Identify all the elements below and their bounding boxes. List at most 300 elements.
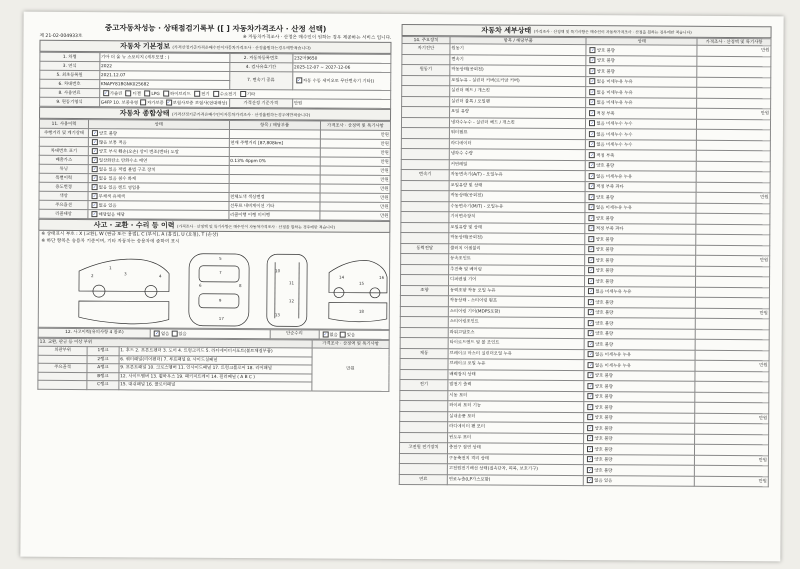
- detail-item: 오일누유 - 실린더 커버(로커암 커버): [450, 75, 587, 86]
- detail-price: [695, 371, 769, 382]
- detail-state-text: 양호 불량: [595, 237, 614, 243]
- detail-state: [586, 192, 697, 203]
- status-label: 차대번호 표기: [39, 146, 88, 155]
- status-price: 만원: [320, 184, 390, 193]
- checkbox: [92, 193, 98, 199]
- detail-group: 변속기: [401, 169, 449, 180]
- checkbox: [590, 47, 596, 53]
- status-label: 주행거리 및 계기상태: [39, 128, 88, 137]
- inspection-period: 2025-12-07 ~ 2027-12-06: [293, 63, 391, 73]
- basic-info-table: 1. 차명 기아 더 올 뉴 스포티지 (세부모델 : ) 2. 자동차등록번호 232머9650 3. 연식 2022 4. 검사유효기간 2025-12-07 ~ 2027-12-06 5. 최초등록일 2021.12.07 7. 변속기 종류 ✓ 자동 수동 세미오토 무단변속기 기타() 6. 차대번호 KNAPY81BGNK025682 8. 사용연료 ✓ 가솔린 디젤 LPG 하이브리드 전기 수소전기 기타 9. 원동기형식 G4FP 10. 보증유형 자가보증✓ 보험사보증 보험사(현대해상) 가격산정 기준가격 만원: [39, 52, 391, 109]
- detail-group: [401, 180, 449, 191]
- status-state-text: 해당없음 해당: [98, 212, 125, 218]
- detail-item: 동력조향 작동 오일 누유: [448, 285, 585, 296]
- detail-group: [401, 264, 449, 275]
- detail-group: [401, 253, 449, 264]
- detail-item: 워터펌프: [449, 128, 586, 139]
- detail-price: [695, 329, 769, 340]
- car-diagram: [38, 231, 391, 330]
- left-column: [37, 22, 391, 392]
- detail-item: 라디에이터: [449, 138, 586, 149]
- detail-price: [695, 465, 769, 476]
- checkbox: [589, 131, 595, 137]
- checkbox: [589, 278, 595, 284]
- part-number-6: 6: [198, 282, 202, 288]
- legend-note: ※ 하단 항목은 승용차 기준이며, 기타 자동차는 승용차에 준하여 표시: [41, 238, 180, 245]
- checkbox: [590, 99, 596, 105]
- status-state: [88, 210, 228, 220]
- detail-state-text: 없음 미세누유 누유: [596, 100, 633, 106]
- right-column: [399, 24, 772, 487]
- detail-status-title: 자동차 세부상태 (가격조사 · 산정액 및 특기사항은 매수인이 자동차가격조사 · 산정을 원하는 경우에만 적습니다): [402, 24, 772, 38]
- status-item: 선루프 내비게이션 기타: [228, 201, 319, 211]
- detail-group: [402, 106, 450, 117]
- part-number-15: 15: [359, 280, 365, 286]
- detail-group: [401, 117, 449, 128]
- detail-state-text: 양호 불량: [594, 457, 613, 463]
- detail-item: 작동상태(공회전): [449, 191, 586, 202]
- status-label: 리콜대상: [39, 209, 88, 218]
- checkbox: [588, 341, 594, 347]
- checkbox: [588, 393, 594, 399]
- checkbox: [92, 211, 98, 217]
- detail-group: [400, 421, 448, 432]
- checkbox: [589, 225, 595, 231]
- status-state-text: 무채색 유채색: [98, 194, 125, 200]
- detail-price: 만원: [697, 108, 771, 119]
- document-title: 중고자동차성능 · 상태점검기록부 ([ ] 자동차가격조사 · 산정 선택): [104, 23, 327, 34]
- status-item: 현재 주행거리 [87,808km]: [229, 138, 320, 148]
- status-label: 색상: [39, 191, 88, 200]
- checkbox: [587, 446, 593, 452]
- checkbox: [92, 175, 98, 181]
- detail-price: 만원: [695, 360, 769, 371]
- inspection-record-paper: [20, 12, 783, 562]
- detail-group: [402, 75, 450, 86]
- detail-state-text: 양호 불량: [596, 163, 615, 169]
- checkbox: [589, 183, 595, 189]
- exchange-price: 만원: [312, 348, 389, 391]
- detail-state-text: 양호 불량: [595, 321, 614, 327]
- detail-state-text: 없음 미세누수 누수: [596, 142, 633, 148]
- car-name: 기아 더 올 뉴 스포티지 (세부모델 : ): [100, 53, 230, 63]
- detail-state-text: 없음 미세누유 누유: [596, 90, 633, 96]
- detail-price: [697, 119, 771, 130]
- detail-item: 기어변속장치: [449, 212, 586, 223]
- detail-group: [401, 138, 449, 149]
- detail-item: 실린더 헤드 / 개스킷: [450, 86, 587, 97]
- part-number-18: 18: [358, 308, 364, 314]
- status-state-text: 양호 부식 훼손(오손) 상이 변조(변타) 도말: [98, 149, 179, 155]
- detail-state: [584, 454, 695, 465]
- detail-item: 구동축전지 격리 상태: [447, 453, 584, 464]
- status-price: 만원: [320, 193, 390, 202]
- checkbox: [92, 157, 98, 163]
- detail-state: [584, 402, 695, 413]
- detail-state: [586, 97, 697, 108]
- warranty-cell: G4FP 10. 보증유형 자가보증✓ 보험사보증 보험사(현대해상): [99, 98, 229, 108]
- detail-group: 제동: [400, 348, 448, 359]
- detail-state: [585, 255, 696, 266]
- detail-state: [585, 297, 696, 308]
- detail-group: 조향: [400, 285, 448, 296]
- part-number-2: 2: [91, 273, 94, 279]
- detail-state-text: 양호 불량: [596, 58, 615, 64]
- detail-item: 배력장치 상태: [448, 369, 585, 380]
- detail-price: [695, 339, 769, 350]
- detail-state-text: 양호 불량: [595, 331, 614, 337]
- detail-group: [401, 148, 449, 159]
- checkbox: [589, 120, 595, 126]
- status-state-text: 양호 불량: [99, 131, 118, 137]
- detail-state-text: 적정 부족: [596, 111, 615, 117]
- vin: KNAPY81BGNK025682: [99, 80, 229, 90]
- detail-item: 오일 유량: [450, 107, 587, 118]
- detail-state-text: 양호 불량: [595, 342, 614, 348]
- detail-state: [586, 118, 697, 129]
- legend-symbols: ※ 상태표시 부호 : X (교환), W (판금 또는 용접), C (부식), A (흠집), U (요철), T (손상): [41, 231, 219, 238]
- detail-state: [586, 55, 697, 66]
- detail-state-text: 양호 불량: [594, 468, 613, 474]
- detail-state: [584, 412, 695, 423]
- overall-status-table: 11. 사용이력 상태 항목 / 해당부품 가격조사 · 산정액 및 특기사항 주행거리 및 계기상태 ✓ 양호 불량 만원 ✓많음 보통 적음 현재 주행거리 [87,808km] 만원 차대번호 표기 ✓ 양호 부식 훼손(오손) 상이 변조(변타) 도말 만원 배출가스 ✓ 일산화탄소 탄화수소 매연 0.13% 4ppm 0% 만원 튜닝 ✓ 없음 있음 적법 불법 구조 장치 만원 특별이력 ✓ 없음 있음 침수 화재 만원 용도변경 ✓ 없음 있음 렌트 영업용 만원 색상 ✓ 무채색 유채색 전체도색 색상변경 만원 주요옵션 ✓ 없음 있음 선루프 내비게이션 기타 만원 리콜대상 ✓ 해당없음 해당 리콜이행 이행 미이행 만원: [38, 119, 391, 221]
- status-price: 만원: [320, 148, 390, 157]
- exchange-group: 외판부위: [38, 346, 87, 355]
- detail-state-text: 양호 불량: [594, 415, 613, 421]
- detail-price: [695, 318, 769, 329]
- detail-item: 파워고압호스: [448, 327, 585, 338]
- detail-group: 연료: [399, 474, 447, 485]
- part-number-16: 16: [379, 274, 385, 280]
- detail-state-text: 양호 불량: [595, 279, 614, 285]
- detail-item: 자동변속기(A/T) - 오일누유: [449, 170, 586, 181]
- basic-info-title: 자동차 기본정보 (가격산정기준가격은매수인이자동차가격조사 · 산정을원하는경우에만적습니다): [39, 40, 391, 54]
- detail-group: 고전원 전기장치: [399, 442, 447, 453]
- part-number-12: 12: [288, 298, 295, 304]
- status-price: 만원: [320, 130, 390, 139]
- checkbox: [588, 288, 594, 294]
- accident-options: ✓ 없음 있음: [150, 329, 269, 338]
- detail-price: [697, 56, 771, 67]
- detail-price: 만원: [696, 255, 770, 266]
- status-label: 주요옵션: [39, 200, 88, 209]
- detail-state: [585, 318, 696, 329]
- exchange-group: 주요골격: [38, 363, 87, 372]
- detail-state-text: 양호 불량: [595, 310, 614, 316]
- detail-group: 동력전달: [401, 243, 449, 254]
- status-state-text: 없음 있음: [98, 203, 117, 209]
- detail-item: 고전원전기배선 상태(접속단자, 피복, 보호기구): [447, 464, 584, 475]
- detail-state-text: 양호 불량: [594, 447, 613, 453]
- detail-state: [586, 108, 697, 119]
- detail-group: [400, 306, 448, 317]
- car-outline-diagram: [39, 231, 392, 329]
- status-price: 만원: [320, 175, 390, 184]
- part-number-13: 13: [274, 312, 280, 318]
- detail-price: [695, 381, 769, 392]
- checkbox: [588, 425, 594, 431]
- checkbox: [589, 194, 595, 200]
- checkbox: [588, 299, 594, 305]
- detail-state: [584, 360, 695, 371]
- detail-price: [696, 234, 770, 245]
- checkbox: [588, 330, 594, 336]
- detail-price: [696, 213, 770, 224]
- status-price: 만원: [320, 211, 390, 220]
- exchange-rows: [38, 346, 389, 391]
- checkbox: [589, 215, 595, 221]
- detail-price: 만원: [696, 192, 770, 203]
- checkbox: [588, 309, 594, 315]
- detail-state: [584, 465, 695, 476]
- part-number-14: 14: [339, 274, 345, 280]
- detail-item: 타이로드엔드 및 볼 조인트: [448, 338, 585, 349]
- detail-state-text: 없음 미세누유 누유: [594, 363, 631, 369]
- detail-group: [401, 222, 449, 233]
- detail-item: 냉각수 수량: [449, 149, 586, 160]
- detail-price: [695, 423, 769, 434]
- transmission-type: ✓ 자동 수동 세미오토 무단변속기 기타(): [292, 72, 390, 91]
- detail-price: [696, 171, 770, 182]
- detail-price: [696, 161, 770, 172]
- part-number-labels: [91, 255, 385, 322]
- detail-group: [401, 190, 449, 201]
- detail-row: [399, 474, 768, 487]
- detail-item: 라디에이터 팬 모터: [448, 422, 585, 433]
- detail-group: [399, 453, 447, 464]
- accident-table: 12. 사고이력(유의사항 4 참조) ✓ 없음 있음 단순수리 ✓ 없음 있음: [38, 328, 390, 340]
- detail-state: [586, 160, 697, 171]
- detail-state-text: 적정 부족 과다: [596, 184, 624, 190]
- checkbox: [588, 320, 594, 326]
- detail-item: 실린더 블록 / 오일팬: [450, 96, 587, 107]
- detail-state-text: 없음 미세누수 누수: [596, 121, 633, 127]
- detail-group: 자기진단: [402, 43, 450, 54]
- checkbox-auto: [296, 78, 302, 84]
- checkbox: [589, 246, 595, 252]
- detail-state: [585, 339, 696, 350]
- exchange-items: 9. 프론트패널 10. 크로스멤버 11. 인사이드패널 17. 트렁크플로어 18. 리어패널: [119, 364, 312, 374]
- exchange-rank: 1랭크: [87, 347, 119, 356]
- part-number-8: 8: [238, 283, 242, 289]
- exchange-items: 15. 대쉬패널 16. 플로어패널: [119, 381, 312, 391]
- detail-state: [585, 223, 696, 234]
- detail-group: [401, 159, 449, 170]
- detail-item: 변속기: [450, 54, 587, 65]
- detail-state: [584, 381, 695, 392]
- part-number-9: 9: [218, 297, 222, 303]
- detail-item: 커먼레일: [449, 159, 586, 170]
- detail-group: [402, 54, 450, 65]
- plate-number: 232머9650: [293, 54, 391, 64]
- detail-state-text: 양호 불량: [595, 268, 614, 274]
- checkbox: [587, 456, 593, 462]
- detail-group: [400, 369, 448, 380]
- detail-group: [401, 232, 449, 243]
- service-note: ※ 자동차가격조사 · 산정은 매수인이 원하는 경우 제공하는 서비스 입니다.: [242, 35, 392, 41]
- first-registration: 2021.12.07: [99, 71, 229, 81]
- simple-repair-options: ✓ 없음 있음: [319, 330, 389, 339]
- checkbox: [590, 110, 596, 116]
- detail-state: [585, 328, 696, 339]
- checkbox: [92, 202, 98, 208]
- checkbox: [587, 467, 593, 473]
- checkbox: [92, 148, 98, 154]
- status-price: 만원: [320, 157, 390, 166]
- detail-state-text: 없음 있음: [594, 478, 613, 484]
- detail-state: [584, 444, 695, 455]
- part-number-1: 1: [109, 265, 112, 271]
- detail-state-text: 양호 불량: [594, 384, 613, 390]
- detail-item: 수동변속기(M/T) - 오일누유: [449, 201, 586, 212]
- detail-state-text: 양호 불량: [594, 405, 613, 411]
- status-label: 배출가스: [39, 155, 88, 164]
- detail-price: [697, 129, 771, 140]
- detail-state: [586, 76, 697, 87]
- checkbox: [589, 152, 595, 158]
- detail-price: [697, 66, 771, 77]
- detail-item: 등속조인트: [449, 254, 586, 265]
- checkbox: [588, 383, 594, 389]
- detail-price: [696, 266, 770, 277]
- checkbox: [588, 372, 594, 378]
- checkbox: [589, 141, 595, 147]
- detail-state: [584, 433, 695, 444]
- checkbox: [590, 89, 596, 95]
- detail-price: [696, 203, 770, 214]
- detail-state: [585, 234, 696, 245]
- detail-state-text: 양호 불량: [595, 247, 614, 253]
- detail-item: 와이퍼 모터 기능: [448, 401, 585, 412]
- detail-item: 실내송풍 모터: [448, 411, 585, 422]
- detail-state-text: 양호 불량: [596, 195, 615, 201]
- detail-status-table: 14. 주요장치 항목 / 해당부품 상태 가격조사 · 산정액 및 특기사항 자기진단 원동기 ✓ 양호 불량 만원 변속기 ✓ 양호 불량 원동기 작동상태(공회전) ✓ 양호 불량 오일누유 - 실린더 커버(로커암 커버) ✓ 없음 미세누유 누유 실린더 헤드 / 개스킷 ✓ 없음 미세누유 누유 실린더 블록 / 오일팬 ✓ 없음 미세누유 누유 오일 유량 ✓ 적정 부족 만원 냉각수누수 - 실린더 헤드 / 개스킷 ✓ 없음 미세누수 누수 워터펌프 ✓ 없음 미세누수 누수 라디에이터 ✓ 없음 미세누수 누수 냉각수 수량 ✓ 적정 부족 커먼레일 ✓ 양호 불량 변속기 자동변속기(A/T) - 오일누유 ✓ 없음 미세누유 누유 오일유량 및 상태 ✓ 적정 부족 과다 작동상태(공회전) ✓ 양호 불량 만원 수동변속기(M/T) - 오일누유 ✓ 없음 미세누유 누유 기어변속장치 ✓ 양호 불량 오일유량 및 상태 ✓ 적정 부족 과다 작동상태(공회전) ✓ 양호 불량 동력전달 클러치 어셈블리 ✓ 양호 불량 등속조인트 ✓ 양호 불량 만원 추진축 및 베어링 ✓ 양호 불량 디퍼렌셜 기어 ✓ 양호 불량 조향 동력조향 작동 오일 누유 ✓ 없음 미세누유 누유 작동상태 - 스티어링 펌프 ✓ 양호 불량 스티어링 기어(MDPS포함) ✓ 양호 불량 만원 스티어링조인트 ✓ 양호 불량 파워고압호스 ✓ 양호 불량 타이로드엔드 및 볼 조인트 ✓ 양호 불량 제동 브레이크 마스터 실린더오일 누유 ✓ 없음 미세누유 누유 브레이크 오일 누유 ✓ 없음 미세누유 누유 만원 배력장치 상태 ✓ 양호 불량 전기 발전기 출력 ✓ 양호 불량 시동 모터 ✓ 양호 불량 와이퍼 모터 기능 ✓ 양호 불량 실내송풍 모터 ✓ 양호 불량 만원 라디에이터 팬 모터 ✓ 양호 불량 윈도우 모터 ✓ 양호 불량 고전원 전기장치 충전구 절연 상태 ✓ 양호 불량 구동축전지 격리 상태 ✓ 양호 불량 만원 고전원전기배선 상태(접속단자, 피복, 보호기구) ✓ 양호 불량 연료 연료누출(LP가스포함) ✓ 없음 있음 만원: [399, 36, 772, 487]
- detail-state: [585, 286, 696, 297]
- part-number-7: 7: [219, 269, 222, 275]
- detail-item: 스티어링 기어(MDPS포함): [448, 306, 585, 317]
- accident-history-title: 사고 · 교환 · 수리 등 이력 (가격조사 · 산정액 및 특기사항은 매수인이 자동차가격조사 · 산정을 원하는 경우에만 적습니다): [38, 219, 390, 233]
- detail-state: [585, 265, 696, 276]
- detail-group: [400, 337, 448, 348]
- detail-state-text: 없음 미세누유 누유: [595, 352, 632, 358]
- detail-price: 만원: [695, 308, 769, 319]
- part-number-3: 3: [124, 271, 127, 277]
- fuel-options: ✓ 가솔린 디젤 LPG 하이브리드 전기 수소전기 기타: [99, 89, 390, 100]
- detail-state: [586, 150, 697, 161]
- detail-group: [401, 211, 449, 222]
- detail-price: 만원: [694, 476, 768, 487]
- checkbox: [590, 68, 596, 74]
- detail-state-text: 양호 불량: [594, 436, 613, 442]
- detail-price: [696, 245, 770, 256]
- exchange-rank: B랭크: [87, 372, 119, 381]
- detail-state: [585, 202, 696, 213]
- detail-state-text: 없음 미세누유 누유: [595, 205, 632, 211]
- exchange-table: 13. 교환, 판금 등 이상 부위 가격조사 · 산정액 및 특기사항 외판부위 1랭크 1. 후드 2. 프론트펜더 3. 도어 4. 트렁크리드 5. 라디에이터서포트(볼트체결부품) 만원 2랭크 6. 쿼터패널(리어펜더) 7. 루프패널 8. 사이드실패널 주요골격 A랭크 9. 프론트패널 10. 크로스멤버 11. 인사이드패널 17. 트렁크플로어 18. 리어패널 B랭크 12. 사이드멤버 13. 휠하우스 19. 패키지트레이 14. 필러패널 ( A B C ) C랭크 15. 대쉬패널 16. 플로어패널: [37, 337, 389, 391]
- detail-group: [400, 411, 448, 422]
- detail-state-text: 양호 불량: [595, 258, 614, 264]
- overall-status-title: 자동차 종합상태 (가격산정기준가격은매수인이자동차가격조사 · 산정을원하는경우에만적습니다): [39, 107, 391, 121]
- detail-price: [697, 87, 771, 98]
- detail-item: 오일유량 및 상태: [449, 222, 586, 233]
- detail-price: [695, 444, 769, 455]
- status-state-text: 없음 있음 적법 불법 구조 장치: [98, 167, 156, 173]
- detail-item: 오일유량 및 상태: [449, 180, 586, 191]
- status-label: [39, 137, 88, 146]
- checkbox: [588, 404, 594, 410]
- detail-price: [696, 150, 770, 161]
- detail-group: [401, 274, 449, 285]
- checkbox: [589, 204, 595, 210]
- document-number: 제 21-02-004933호: [39, 33, 83, 40]
- detail-state-text: 양호 불량: [596, 48, 615, 54]
- exchange-items: 12. 사이드멤버 13. 휠하우스 19. 패키지트레이 14. 필러패널 ( A B C ): [119, 372, 312, 382]
- detail-group: [400, 390, 448, 401]
- exchange-rank: 2랭크: [87, 355, 119, 364]
- detail-state-text: 없음 미세누수 누수: [596, 132, 633, 138]
- status-label: 튜닝: [39, 164, 88, 173]
- detail-price: [696, 182, 770, 193]
- detail-price: [697, 140, 771, 151]
- status-item: 리콜이행 이행 미이행: [228, 210, 319, 220]
- checkbox: [587, 477, 593, 483]
- checkbox: [590, 57, 596, 63]
- status-state-text: 많음 보통 적음: [98, 140, 127, 146]
- detail-state: [584, 475, 695, 486]
- status-price: 만원: [320, 139, 390, 148]
- detail-group: 원동기: [402, 64, 450, 75]
- detail-item: 디퍼렌셜 기어: [448, 275, 585, 286]
- detail-price: [695, 434, 769, 445]
- detail-item: 윈도우 모터: [448, 432, 585, 443]
- detail-state-text: 양호 불량: [594, 373, 613, 379]
- detail-group: [400, 327, 448, 338]
- detail-group: [400, 400, 448, 411]
- detail-group: [401, 127, 449, 138]
- detail-item: 발전기 출력: [448, 380, 585, 391]
- part-number-4: 4: [159, 273, 162, 279]
- detail-state: [585, 307, 696, 318]
- detail-item: 클러치 어셈블리: [449, 243, 586, 254]
- detail-group: [401, 201, 449, 212]
- detail-item: 스티어링조인트: [448, 317, 585, 328]
- checkbox: [588, 362, 594, 368]
- status-label: 용도변경: [39, 182, 88, 191]
- detail-state-text: 적정 부족 과다: [595, 226, 624, 232]
- checkbox: [92, 166, 98, 172]
- detail-group: [400, 432, 448, 443]
- detail-state-text: 없음 미세누유 누유: [595, 289, 632, 295]
- detail-group: [400, 295, 448, 306]
- exchange-items: 6. 쿼터패널(리어펜더) 7. 루프패널 8. 사이드실패널: [119, 355, 312, 365]
- detail-item: 작동상태 - 스티어링 펌프: [448, 296, 585, 307]
- detail-item: 작동상태(공회전): [449, 233, 586, 244]
- exchange-group: [38, 355, 87, 364]
- status-state-text: 일산화탄소 탄화수소 매연: [98, 158, 148, 164]
- detail-state: [586, 66, 697, 77]
- checkbox: [92, 139, 98, 145]
- detail-group: [402, 96, 450, 107]
- detail-group: [400, 316, 448, 327]
- detail-state-text: 적정 부족: [596, 153, 615, 159]
- detail-state: [584, 423, 695, 434]
- checkbox: [590, 78, 596, 84]
- status-state-text: 없음 있음 렌트 영업용: [98, 185, 141, 191]
- checkbox: [589, 267, 595, 273]
- checkbox: [589, 162, 595, 168]
- detail-price: [696, 224, 770, 235]
- detail-group: 전기: [400, 379, 448, 390]
